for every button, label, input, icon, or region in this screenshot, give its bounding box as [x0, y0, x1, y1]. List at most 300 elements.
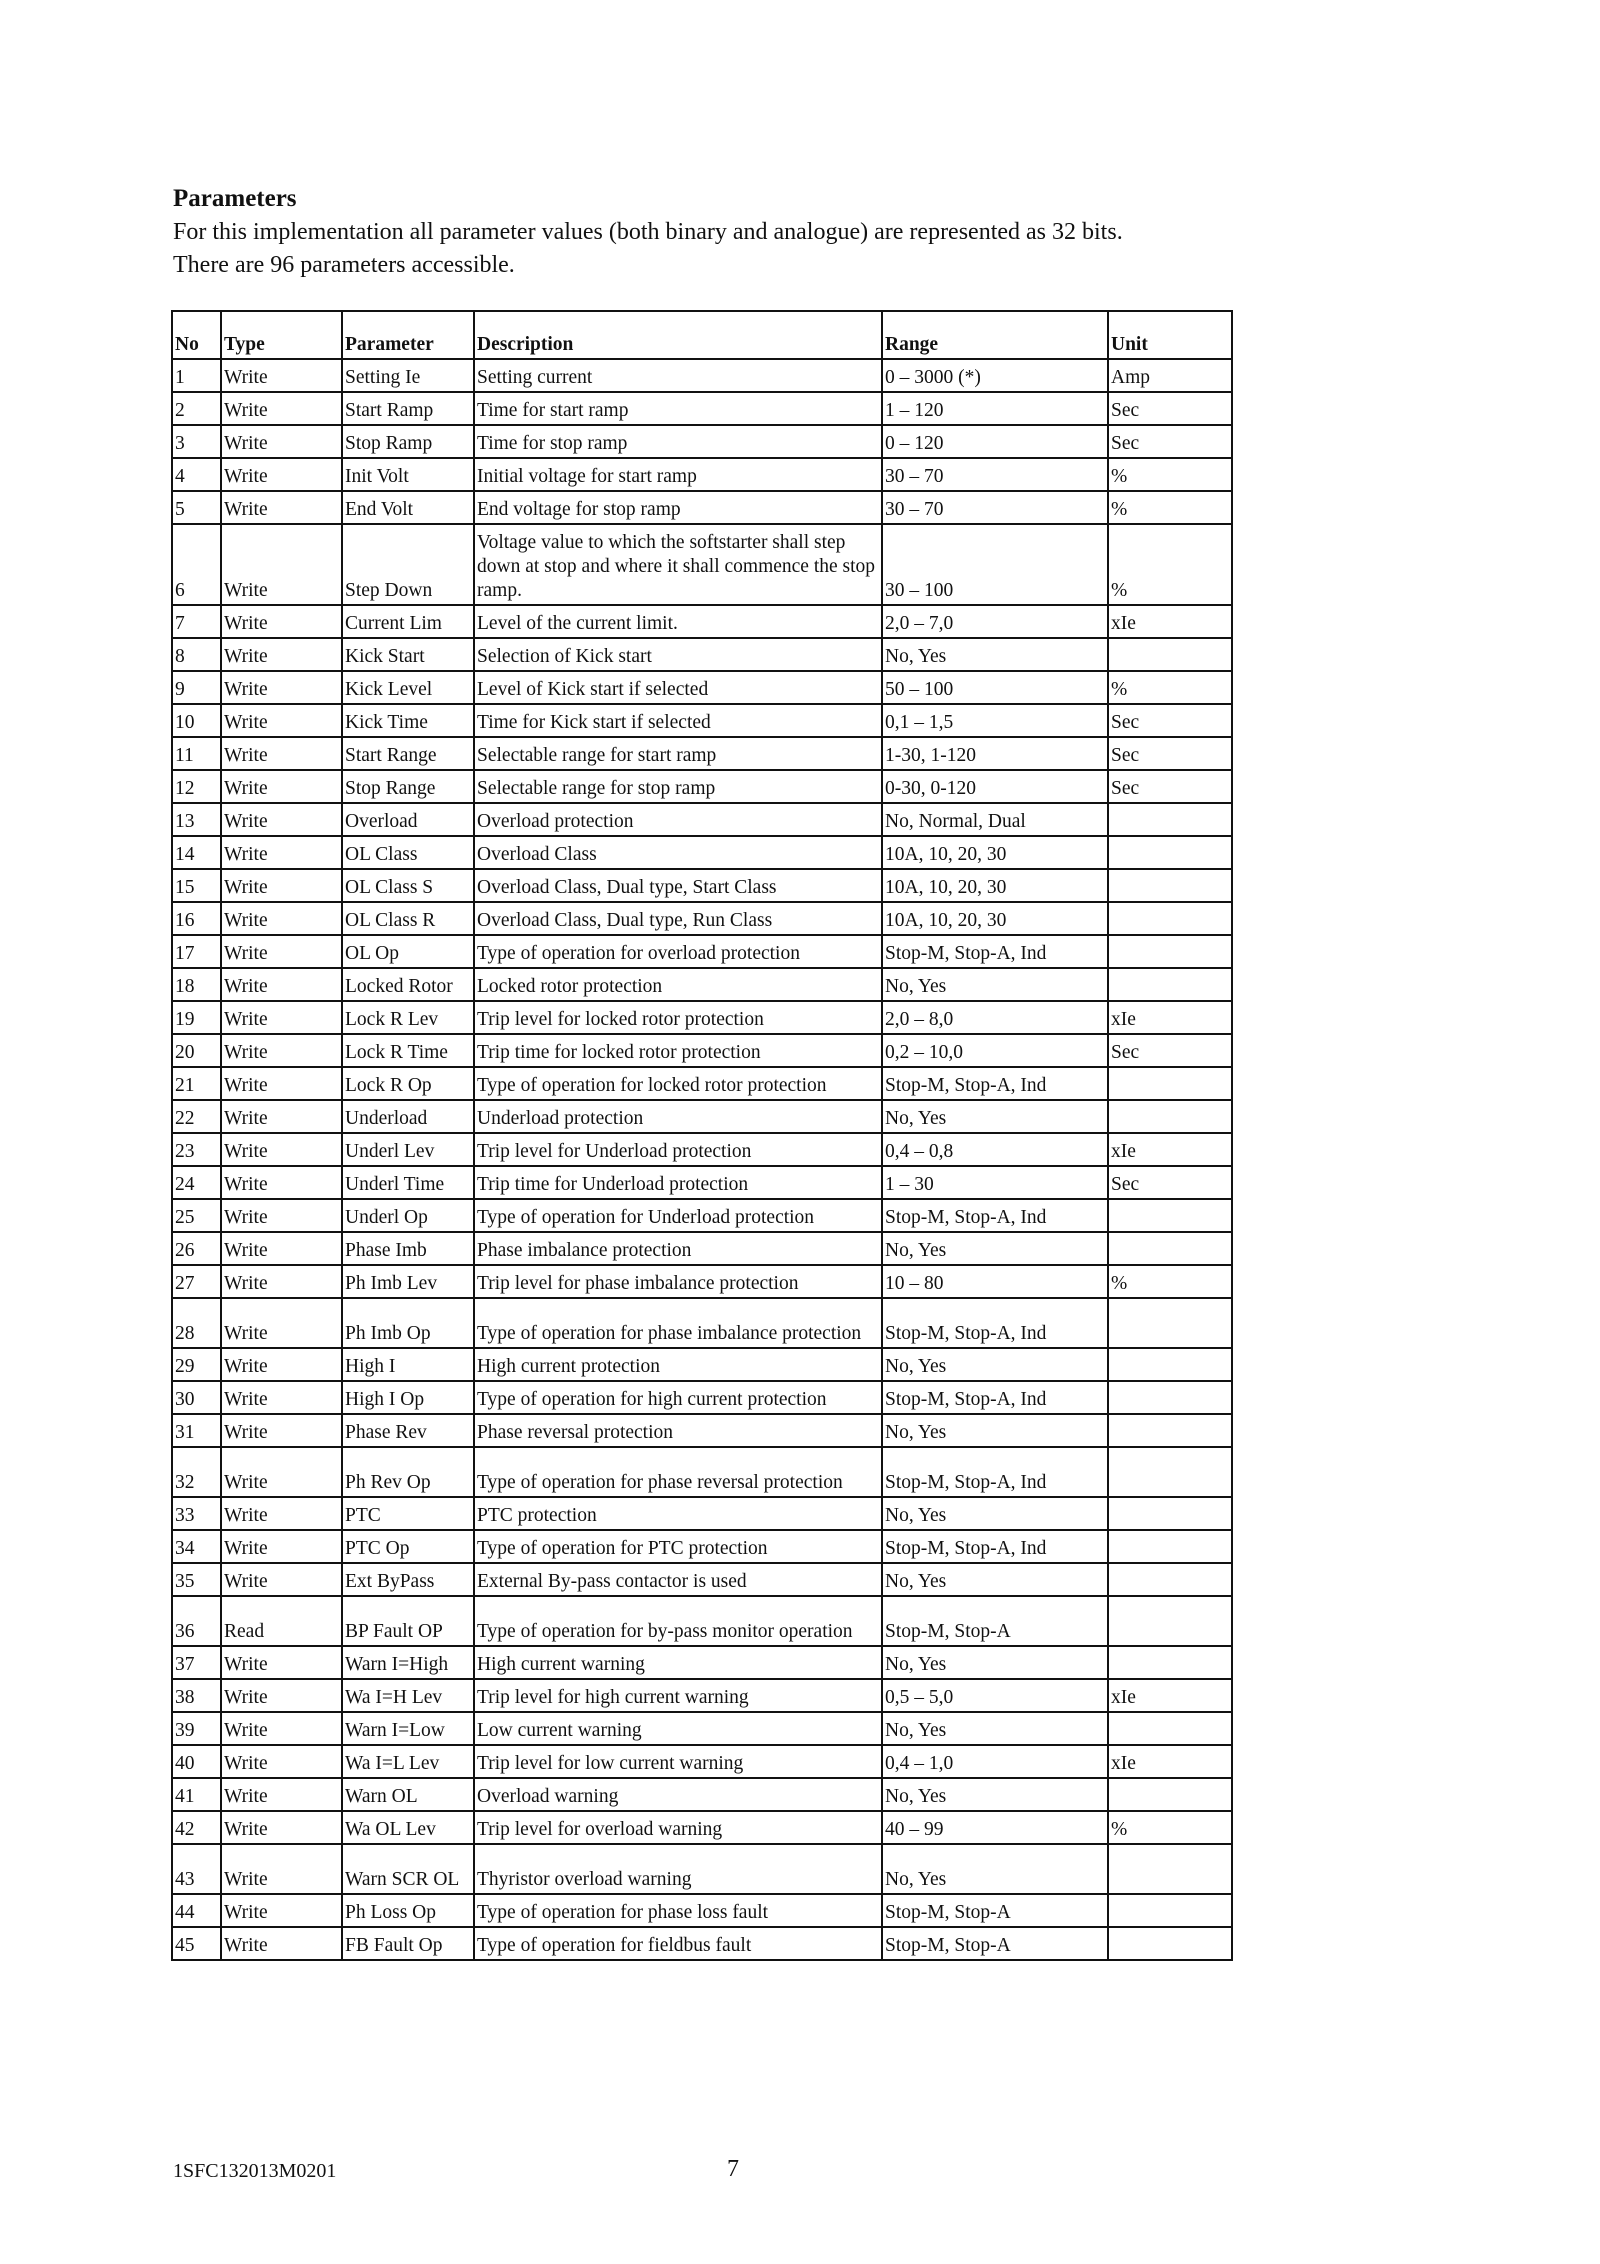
cell-type: Write: [221, 836, 342, 869]
cell-unit: [1108, 803, 1232, 836]
cell-parameter: Start Ramp: [342, 392, 474, 425]
cell-parameter: PTC Op: [342, 1530, 474, 1563]
cell-type: Write: [221, 359, 342, 392]
cell-type: Write: [221, 1100, 342, 1133]
header-type: Type: [221, 311, 342, 359]
cell-range: Stop-M, Stop-A: [882, 1894, 1108, 1927]
cell-parameter: Warn OL: [342, 1778, 474, 1811]
cell-no: 28: [172, 1298, 221, 1348]
cell-parameter: Wa OL Lev: [342, 1811, 474, 1844]
cell-description: Trip level for overload warning: [474, 1811, 882, 1844]
cell-parameter: Lock R Op: [342, 1067, 474, 1100]
cell-description: Overload protection: [474, 803, 882, 836]
cell-parameter: Warn I=High: [342, 1646, 474, 1679]
cell-unit: [1108, 1199, 1232, 1232]
table-row: [172, 1712, 1232, 1745]
cell-no: 14: [172, 836, 221, 869]
cell-unit: [1108, 1348, 1232, 1381]
cell-unit: [1108, 1927, 1232, 1960]
cell-type: Write: [221, 1001, 342, 1034]
cell-range: 30 – 100: [882, 524, 1108, 605]
cell-type: Write: [221, 1414, 342, 1447]
cell-no: 38: [172, 1679, 221, 1712]
table-row: [172, 1298, 1232, 1348]
cell-type: Write: [221, 1232, 342, 1265]
table-row: [172, 1232, 1232, 1265]
cell-range: No, Yes: [882, 1414, 1108, 1447]
cell-range: No, Yes: [882, 1497, 1108, 1530]
cell-no: 40: [172, 1745, 221, 1778]
cell-parameter: High I: [342, 1348, 474, 1381]
cell-unit: [1108, 1447, 1232, 1497]
cell-type: Write: [221, 392, 342, 425]
cell-parameter: FB Fault Op: [342, 1927, 474, 1960]
cell-range: No, Yes: [882, 638, 1108, 671]
cell-description: Trip level for high current warning: [474, 1679, 882, 1712]
cell-type: Read: [221, 1596, 342, 1646]
cell-unit: [1108, 1563, 1232, 1596]
table-row: [172, 425, 1232, 458]
parameters-table-body: [172, 359, 1232, 1960]
cell-range: 30 – 70: [882, 491, 1108, 524]
table-row: [172, 1166, 1232, 1199]
cell-parameter: End Volt: [342, 491, 474, 524]
cell-no: 26: [172, 1232, 221, 1265]
table-row: [172, 1679, 1232, 1712]
cell-description: Level of Kick start if selected: [474, 671, 882, 704]
cell-description: Locked rotor protection: [474, 968, 882, 1001]
cell-range: Stop-M, Stop-A: [882, 1927, 1108, 1960]
cell-type: Write: [221, 1778, 342, 1811]
cell-parameter: BP Fault OP: [342, 1596, 474, 1646]
cell-parameter: Ph Imb Op: [342, 1298, 474, 1348]
cell-parameter: Current Lim: [342, 605, 474, 638]
cell-type: Write: [221, 1034, 342, 1067]
table-row: [172, 1596, 1232, 1646]
cell-type: Write: [221, 458, 342, 491]
table-row: [172, 671, 1232, 704]
cell-range: 40 – 99: [882, 1811, 1108, 1844]
cell-unit: [1108, 1414, 1232, 1447]
table-row: [172, 1745, 1232, 1778]
cell-no: 42: [172, 1811, 221, 1844]
cell-parameter: Underl Op: [342, 1199, 474, 1232]
table-row: [172, 605, 1232, 638]
cell-no: 29: [172, 1348, 221, 1381]
cell-no: 5: [172, 491, 221, 524]
cell-range: 0,4 – 1,0: [882, 1745, 1108, 1778]
cell-description: Trip time for locked rotor protection: [474, 1034, 882, 1067]
table-row: [172, 704, 1232, 737]
cell-parameter: Wa I=L Lev: [342, 1745, 474, 1778]
cell-parameter: OL Class R: [342, 902, 474, 935]
cell-range: 30 – 70: [882, 458, 1108, 491]
cell-range: No, Yes: [882, 1348, 1108, 1381]
cell-description: Trip level for low current warning: [474, 1745, 882, 1778]
cell-parameter: Init Volt: [342, 458, 474, 491]
cell-description: Type of operation for phase imbalance protection: [474, 1298, 882, 1348]
cell-type: Write: [221, 1199, 342, 1232]
cell-unit: [1108, 1844, 1232, 1894]
table-row: [172, 524, 1232, 605]
cell-unit: xIe: [1108, 1745, 1232, 1778]
cell-unit: [1108, 1381, 1232, 1414]
cell-unit: %: [1108, 1265, 1232, 1298]
cell-range: 2,0 – 7,0: [882, 605, 1108, 638]
cell-unit: %: [1108, 1811, 1232, 1844]
cell-unit: xIe: [1108, 1001, 1232, 1034]
cell-unit: [1108, 836, 1232, 869]
cell-no: 27: [172, 1265, 221, 1298]
cell-description: Selectable range for stop ramp: [474, 770, 882, 803]
table-row: [172, 1100, 1232, 1133]
cell-range: No, Yes: [882, 1778, 1108, 1811]
cell-type: Write: [221, 605, 342, 638]
cell-no: 25: [172, 1199, 221, 1232]
header-range: Range: [882, 311, 1108, 359]
cell-type: Write: [221, 968, 342, 1001]
cell-description: Phase imbalance protection: [474, 1232, 882, 1265]
cell-type: Write: [221, 491, 342, 524]
cell-range: 1 – 120: [882, 392, 1108, 425]
cell-no: 20: [172, 1034, 221, 1067]
cell-unit: [1108, 638, 1232, 671]
intro-line-2: There are 96 parameters accessible.: [173, 252, 515, 278]
cell-range: Stop-M, Stop-A: [882, 1596, 1108, 1646]
cell-range: 0 – 3000 (*): [882, 359, 1108, 392]
cell-parameter: Stop Range: [342, 770, 474, 803]
cell-description: Time for start ramp: [474, 392, 882, 425]
cell-parameter: Ph Rev Op: [342, 1447, 474, 1497]
cell-parameter: Ext ByPass: [342, 1563, 474, 1596]
cell-range: 10A, 10, 20, 30: [882, 836, 1108, 869]
cell-type: Write: [221, 1067, 342, 1100]
cell-unit: [1108, 1596, 1232, 1646]
cell-unit: [1108, 1894, 1232, 1927]
cell-no: 39: [172, 1712, 221, 1745]
cell-description: PTC protection: [474, 1497, 882, 1530]
cell-parameter: Kick Start: [342, 638, 474, 671]
cell-unit: [1108, 902, 1232, 935]
cell-unit: Sec: [1108, 1034, 1232, 1067]
cell-parameter: Lock R Lev: [342, 1001, 474, 1034]
cell-description: Trip level for locked rotor protection: [474, 1001, 882, 1034]
cell-type: Write: [221, 638, 342, 671]
cell-range: 10A, 10, 20, 30: [882, 869, 1108, 902]
cell-description: Type of operation for fieldbus fault: [474, 1927, 882, 1960]
cell-range: Stop-M, Stop-A, Ind: [882, 1199, 1108, 1232]
cell-type: Write: [221, 524, 342, 605]
cell-type: Write: [221, 1679, 342, 1712]
cell-parameter: PTC: [342, 1497, 474, 1530]
cell-description: Overload Class: [474, 836, 882, 869]
cell-parameter: Stop Ramp: [342, 425, 474, 458]
table-row: [172, 359, 1232, 392]
cell-no: 22: [172, 1100, 221, 1133]
cell-no: 21: [172, 1067, 221, 1100]
cell-description: High current protection: [474, 1348, 882, 1381]
cell-range: No, Yes: [882, 1100, 1108, 1133]
cell-type: Write: [221, 1166, 342, 1199]
cell-description: Type of operation for locked rotor protection: [474, 1067, 882, 1100]
cell-type: Write: [221, 869, 342, 902]
cell-description: Type of operation for PTC protection: [474, 1530, 882, 1563]
cell-description: Type of operation for phase reversal protection: [474, 1447, 882, 1497]
cell-parameter: High I Op: [342, 1381, 474, 1414]
cell-description: Trip time for Underload protection: [474, 1166, 882, 1199]
cell-type: Write: [221, 1348, 342, 1381]
cell-range: No, Yes: [882, 1563, 1108, 1596]
cell-no: 33: [172, 1497, 221, 1530]
table-row: [172, 1894, 1232, 1927]
cell-parameter: OL Class S: [342, 869, 474, 902]
table-row: [172, 638, 1232, 671]
cell-parameter: Warn SCR OL: [342, 1844, 474, 1894]
cell-unit: [1108, 935, 1232, 968]
cell-unit: Sec: [1108, 392, 1232, 425]
cell-description: Voltage value to which the softstarter shall step down at stop and where it shall commence the stop ramp.: [474, 524, 882, 605]
cell-type: Write: [221, 704, 342, 737]
table-row: [172, 902, 1232, 935]
cell-range: 50 – 100: [882, 671, 1108, 704]
cell-unit: [1108, 968, 1232, 1001]
cell-type: Write: [221, 1381, 342, 1414]
table-row: [172, 770, 1232, 803]
cell-description: Low current warning: [474, 1712, 882, 1745]
cell-range: 2,0 – 8,0: [882, 1001, 1108, 1034]
table-row: [172, 935, 1232, 968]
document-id: 1SFC132013M0201: [173, 2160, 337, 2182]
cell-no: 31: [172, 1414, 221, 1447]
cell-range: 1-30, 1-120: [882, 737, 1108, 770]
cell-description: Selectable range for start ramp: [474, 737, 882, 770]
cell-type: Write: [221, 902, 342, 935]
cell-unit: [1108, 1067, 1232, 1100]
cell-type: Write: [221, 1133, 342, 1166]
cell-unit: %: [1108, 491, 1232, 524]
table-row: [172, 803, 1232, 836]
cell-type: Write: [221, 1927, 342, 1960]
cell-range: 10A, 10, 20, 30: [882, 902, 1108, 935]
cell-parameter: Step Down: [342, 524, 474, 605]
cell-range: 0,4 – 0,8: [882, 1133, 1108, 1166]
header-no: No: [172, 311, 221, 359]
cell-no: 35: [172, 1563, 221, 1596]
cell-no: 41: [172, 1778, 221, 1811]
table-row: [172, 1414, 1232, 1447]
table-row: [172, 1133, 1232, 1166]
cell-type: Write: [221, 425, 342, 458]
cell-parameter: Ph Loss Op: [342, 1894, 474, 1927]
cell-unit: xIe: [1108, 605, 1232, 638]
cell-description: Overload Class, Dual type, Start Class: [474, 869, 882, 902]
cell-type: Write: [221, 1563, 342, 1596]
cell-no: 10: [172, 704, 221, 737]
cell-range: No, Yes: [882, 968, 1108, 1001]
cell-range: No, Yes: [882, 1844, 1108, 1894]
table-row: [172, 1067, 1232, 1100]
cell-no: 11: [172, 737, 221, 770]
cell-no: 19: [172, 1001, 221, 1034]
cell-description: Type of operation for overload protection: [474, 935, 882, 968]
cell-no: 45: [172, 1927, 221, 1960]
cell-type: Write: [221, 737, 342, 770]
cell-no: 34: [172, 1530, 221, 1563]
cell-no: 17: [172, 935, 221, 968]
cell-type: Write: [221, 803, 342, 836]
cell-unit: xIe: [1108, 1133, 1232, 1166]
cell-no: 30: [172, 1381, 221, 1414]
cell-description: Initial voltage for start ramp: [474, 458, 882, 491]
table-row: [172, 1563, 1232, 1596]
cell-range: Stop-M, Stop-A, Ind: [882, 935, 1108, 968]
table-row: [172, 1265, 1232, 1298]
cell-type: Write: [221, 770, 342, 803]
cell-description: Level of the current limit.: [474, 605, 882, 638]
cell-no: 24: [172, 1166, 221, 1199]
cell-range: No, Yes: [882, 1232, 1108, 1265]
cell-no: 12: [172, 770, 221, 803]
cell-description: Trip level for Underload protection: [474, 1133, 882, 1166]
cell-range: Stop-M, Stop-A, Ind: [882, 1381, 1108, 1414]
header-unit: Unit: [1108, 311, 1232, 359]
cell-unit: [1108, 1646, 1232, 1679]
cell-no: 32: [172, 1447, 221, 1497]
cell-parameter: Locked Rotor: [342, 968, 474, 1001]
cell-no: 16: [172, 902, 221, 935]
cell-type: Write: [221, 1298, 342, 1348]
table-row: [172, 1530, 1232, 1563]
cell-type: Write: [221, 1497, 342, 1530]
cell-range: 0,2 – 10,0: [882, 1034, 1108, 1067]
table-row: [172, 458, 1232, 491]
cell-description: Setting current: [474, 359, 882, 392]
cell-no: 3: [172, 425, 221, 458]
cell-description: High current warning: [474, 1646, 882, 1679]
cell-description: Phase reversal protection: [474, 1414, 882, 1447]
cell-range: No, Yes: [882, 1712, 1108, 1745]
cell-parameter: Kick Time: [342, 704, 474, 737]
table-row: [172, 1497, 1232, 1530]
cell-no: 18: [172, 968, 221, 1001]
cell-no: 4: [172, 458, 221, 491]
cell-range: Stop-M, Stop-A, Ind: [882, 1530, 1108, 1563]
cell-parameter: Wa I=H Lev: [342, 1679, 474, 1712]
cell-range: 0,5 – 5,0: [882, 1679, 1108, 1712]
cell-unit: Sec: [1108, 737, 1232, 770]
table-row: [172, 836, 1232, 869]
cell-no: 9: [172, 671, 221, 704]
cell-unit: Amp: [1108, 359, 1232, 392]
cell-unit: %: [1108, 458, 1232, 491]
cell-type: Write: [221, 1894, 342, 1927]
cell-no: 7: [172, 605, 221, 638]
cell-parameter: Phase Rev: [342, 1414, 474, 1447]
cell-type: Write: [221, 1712, 342, 1745]
cell-description: Time for Kick start if selected: [474, 704, 882, 737]
cell-unit: %: [1108, 671, 1232, 704]
cell-type: Write: [221, 1844, 342, 1894]
cell-no: 2: [172, 392, 221, 425]
cell-parameter: Kick Level: [342, 671, 474, 704]
cell-no: 15: [172, 869, 221, 902]
intro-line-1: For this implementation all parameter values (both binary and analogue) are represented as 32 bits.: [173, 219, 1123, 245]
cell-range: 10 – 80: [882, 1265, 1108, 1298]
cell-type: Write: [221, 671, 342, 704]
table-row: [172, 1927, 1232, 1960]
page-number: 7: [727, 2156, 739, 2182]
cell-unit: [1108, 1100, 1232, 1133]
cell-range: Stop-M, Stop-A, Ind: [882, 1298, 1108, 1348]
table-row: [172, 1001, 1232, 1034]
header-parameter: Parameter: [342, 311, 474, 359]
cell-unit: Sec: [1108, 425, 1232, 458]
cell-description: Type of operation for high current protection: [474, 1381, 882, 1414]
cell-description: Type of operation for by-pass monitor operation: [474, 1596, 882, 1646]
intro-text: [173, 216, 1473, 282]
cell-no: 36: [172, 1596, 221, 1646]
cell-type: Write: [221, 1646, 342, 1679]
cell-no: 13: [172, 803, 221, 836]
cell-parameter: Underload: [342, 1100, 474, 1133]
cell-no: 23: [172, 1133, 221, 1166]
cell-description: Type of operation for Underload protection: [474, 1199, 882, 1232]
cell-type: Write: [221, 1811, 342, 1844]
cell-description: Thyristor overload warning: [474, 1844, 882, 1894]
cell-unit: xIe: [1108, 1679, 1232, 1712]
cell-unit: [1108, 1298, 1232, 1348]
cell-range: 0 – 120: [882, 425, 1108, 458]
cell-range: 1 – 30: [882, 1166, 1108, 1199]
cell-unit: [1108, 1497, 1232, 1530]
cell-type: Write: [221, 1265, 342, 1298]
cell-range: No, Normal, Dual: [882, 803, 1108, 836]
cell-parameter: Overload: [342, 803, 474, 836]
cell-range: 0-30, 0-120: [882, 770, 1108, 803]
cell-parameter: OL Op: [342, 935, 474, 968]
table-row: [172, 1348, 1232, 1381]
cell-parameter: Lock R Time: [342, 1034, 474, 1067]
cell-no: 8: [172, 638, 221, 671]
table-row: [172, 1778, 1232, 1811]
table-row: [172, 737, 1232, 770]
cell-no: 44: [172, 1894, 221, 1927]
cell-unit: Sec: [1108, 1166, 1232, 1199]
cell-range: Stop-M, Stop-A, Ind: [882, 1067, 1108, 1100]
cell-no: 1: [172, 359, 221, 392]
cell-unit: Sec: [1108, 770, 1232, 803]
section-heading: Parameters: [173, 185, 297, 212]
cell-unit: [1108, 1712, 1232, 1745]
cell-unit: Sec: [1108, 704, 1232, 737]
cell-range: 0,1 – 1,5: [882, 704, 1108, 737]
cell-type: Write: [221, 935, 342, 968]
cell-range: No, Yes: [882, 1646, 1108, 1679]
cell-parameter: Warn I=Low: [342, 1712, 474, 1745]
cell-no: 37: [172, 1646, 221, 1679]
cell-description: Overload warning: [474, 1778, 882, 1811]
cell-parameter: Phase Imb: [342, 1232, 474, 1265]
cell-unit: %: [1108, 524, 1232, 605]
cell-parameter: Underl Lev: [342, 1133, 474, 1166]
cell-description: Time for stop ramp: [474, 425, 882, 458]
cell-description: Underload protection: [474, 1100, 882, 1133]
header-row: [172, 311, 1232, 359]
cell-unit: [1108, 1778, 1232, 1811]
parameters-table: [171, 310, 1233, 1961]
table-row: [172, 1646, 1232, 1679]
cell-description: Trip level for phase imbalance protection: [474, 1265, 882, 1298]
